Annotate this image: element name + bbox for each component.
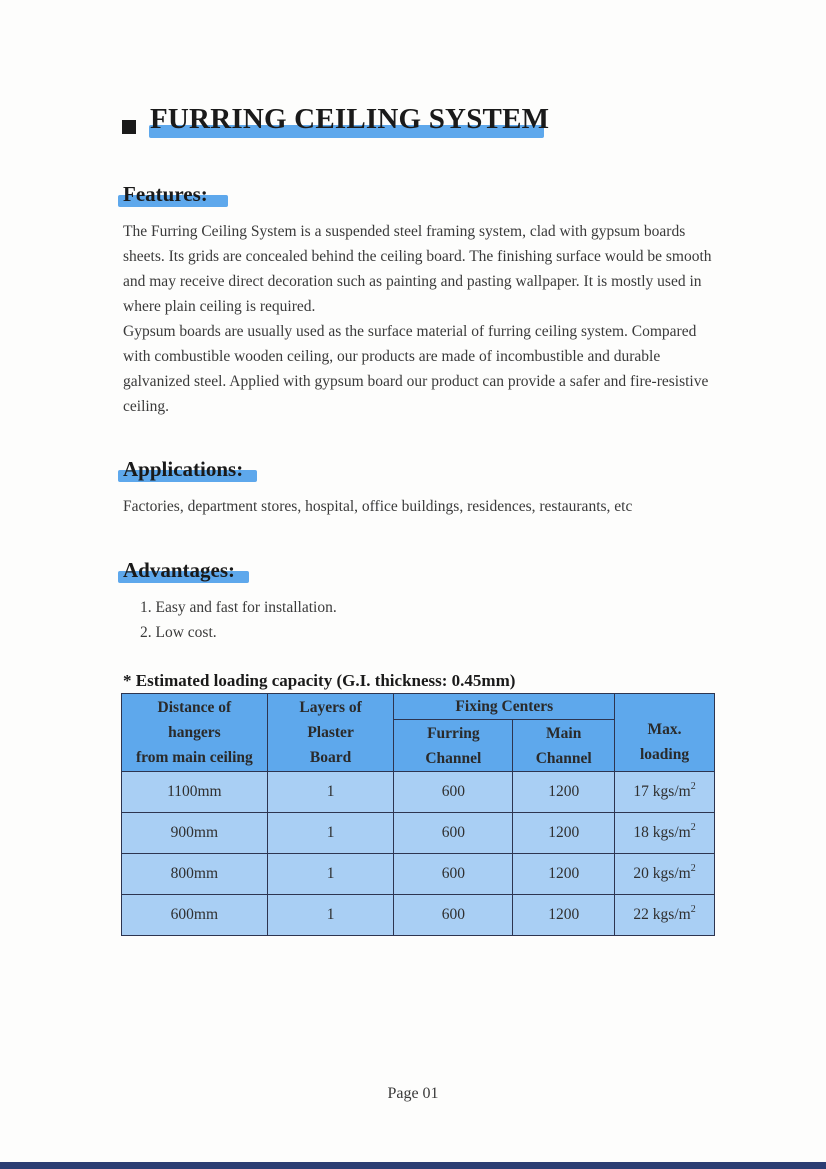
header-furring-line: Channel — [425, 749, 482, 767]
cell-max-value: 22 kgs/m — [633, 906, 691, 923]
cell-furring: 600 — [394, 772, 513, 813]
applications-section-heading — [123, 457, 243, 482]
bottom-bar — [0, 1162, 826, 1169]
cell-furring: 600 — [394, 813, 513, 854]
cell-max — [615, 772, 715, 813]
table-caption: * Estimated loading capacity (G.I. thickness: 0.45mm) — [123, 671, 516, 690]
header-layers — [267, 694, 394, 772]
cell-layers: 1 — [267, 772, 394, 813]
cell-max-exponent: 2 — [690, 822, 696, 833]
cell-max-value: 17 kgs/m — [633, 783, 691, 800]
header-layers-line: Plaster — [307, 724, 354, 741]
cell-main: 1200 — [513, 895, 615, 936]
cell-main: 1200 — [513, 772, 615, 813]
header-main-line: Channel — [535, 749, 592, 767]
features-heading: Features: — [123, 182, 208, 206]
cell-distance: 1100mm — [122, 772, 268, 813]
header-max-line: Max. — [647, 720, 682, 738]
table-row — [122, 854, 715, 895]
cell-main: 1200 — [513, 854, 615, 895]
header-main-channel — [513, 720, 615, 772]
loading-capacity-table — [121, 693, 715, 936]
header-distance — [122, 694, 268, 772]
cell-max-exponent: 2 — [690, 904, 696, 915]
cell-max-value: 20 kgs/m — [633, 865, 691, 882]
cell-max — [615, 813, 715, 854]
features-section-heading — [123, 182, 208, 207]
header-layers-line: Layers of — [299, 699, 362, 716]
cell-furring: 600 — [394, 854, 513, 895]
cell-layers: 1 — [267, 895, 394, 936]
cell-max — [615, 854, 715, 895]
page-title: FURRING CEILING SYSTEM — [150, 103, 550, 135]
header-layers-line: Board — [309, 749, 352, 766]
applications-text: Factories, department stores, hospital, office buildings, residences, restaurants, etc — [123, 498, 633, 515]
cell-max-exponent: 2 — [690, 781, 696, 792]
cell-furring: 600 — [394, 895, 513, 936]
table-row — [122, 772, 715, 813]
cell-max-value: 18 kgs/m — [633, 824, 691, 841]
cell-main: 1200 — [513, 813, 615, 854]
features-paragraph-1: The Furring Ceiling System is a suspended steel framing system, clad with gypsum boards sheets. Its grids are concealed behind the ceiling board. The finishing surface would be smooth and may receive direct decoration such as painting and pasting wallpaper. It is mostly used in where plain ceiling is required. — [123, 223, 712, 315]
page-number: Page 01 — [387, 1085, 439, 1102]
table-row — [122, 895, 715, 936]
advantages-list — [140, 595, 337, 645]
cell-distance: 800mm — [122, 854, 268, 895]
square-bullet-icon — [122, 120, 136, 134]
header-furring-channel — [394, 720, 513, 772]
header-distance-line: hangers — [168, 724, 221, 741]
list-item: 2. Low cost. — [140, 624, 217, 641]
cell-distance: 900mm — [122, 813, 268, 854]
advantages-heading: Advantages: — [123, 558, 236, 582]
header-main-line: Main — [546, 724, 582, 742]
list-item: 1. Easy and fast for installation. — [140, 599, 337, 616]
cell-max — [615, 895, 715, 936]
features-paragraph-2: Gypsum boards are usually used as the surface material of furring ceiling system. Compared with combustible wooden ceiling, our products are made of incombustible and durable galvanized steel. Applied with gypsum board our product can provide a safer and fire-resistive ceiling. — [123, 323, 709, 415]
cell-layers: 1 — [267, 813, 394, 854]
header-distance-line: Distance of — [157, 699, 232, 716]
cell-layers: 1 — [267, 854, 394, 895]
applications-heading: Applications: — [123, 457, 244, 481]
header-distance-line: from main ceiling — [135, 749, 253, 766]
header-max-line: loading — [640, 745, 690, 763]
header-max-loading — [615, 694, 715, 772]
advantages-section-heading — [123, 558, 235, 583]
table-row — [122, 813, 715, 854]
header-fixing-centers: Fixing Centers — [394, 694, 615, 720]
cell-max-exponent: 2 — [690, 863, 696, 874]
header-furring-line: Furring — [427, 724, 480, 742]
cell-distance: 600mm — [122, 895, 268, 936]
